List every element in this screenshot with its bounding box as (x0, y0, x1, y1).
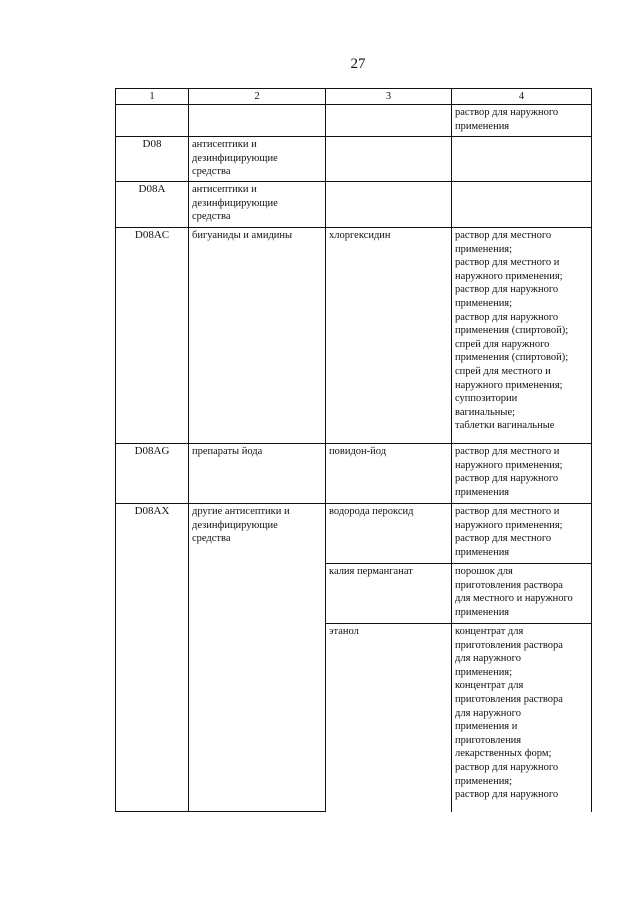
forms-line: для наружного (455, 653, 521, 665)
table-row (116, 444, 592, 504)
forms-line: применения; (455, 297, 513, 309)
header-col-1: 1 (116, 89, 189, 105)
table-row (116, 228, 592, 444)
header-col-3: 3 (326, 89, 452, 105)
forms-cell (452, 504, 592, 564)
substance-line: водорода пероксид (329, 506, 414, 517)
forms-line: раствор для местного (455, 230, 552, 241)
forms-line: приготовления раствора (455, 579, 563, 591)
substance-line: хлоргексидин (329, 230, 391, 241)
group-cell (189, 105, 326, 137)
table-row (116, 504, 592, 564)
forms-line: концентрат для (455, 626, 524, 637)
forms-line: раствор для местного и (455, 257, 560, 269)
forms-line: раствор для наружного (455, 473, 559, 485)
forms-line: наружного применения; (455, 270, 563, 282)
atc-code-cell: D08AG (116, 444, 189, 504)
substance-line: калия перманганат (329, 566, 413, 577)
forms-line: применения; (455, 243, 513, 255)
header-col-4: 4 (452, 89, 592, 105)
substance-cell (326, 624, 452, 812)
forms-line: спрей для местного и (455, 365, 551, 377)
table-row (116, 137, 592, 182)
forms-line: раствор для наружного (455, 284, 559, 296)
substance-cell (326, 444, 452, 504)
forms-line: приготовления раствора (455, 693, 563, 705)
forms-cell (452, 228, 592, 444)
forms-line: для наружного (455, 707, 521, 719)
forms-cell (452, 105, 592, 137)
forms-cell (452, 182, 592, 228)
group-cell (189, 444, 326, 504)
atc-code-cell (116, 105, 189, 137)
atc-code-cell: D08AC (116, 228, 189, 444)
forms-cell (452, 444, 592, 504)
forms-line: таблетки вагинальные (455, 420, 555, 432)
forms-line: применения (спиртовой); (455, 325, 569, 337)
forms-line: приготовления раствора (455, 639, 563, 651)
forms-line: для местного и наружного (455, 593, 573, 605)
group-cell (189, 228, 326, 444)
forms-cell (452, 137, 592, 182)
forms-line: применения (спиртовой); (455, 352, 569, 364)
forms-line: применения (455, 486, 510, 498)
group-cell (189, 504, 326, 812)
substance-cell (326, 564, 452, 624)
group-line: другие антисептики и (192, 506, 290, 517)
drug-table (115, 88, 592, 812)
group-line: средства (192, 211, 231, 223)
forms-line: раствор для наружного (455, 789, 559, 801)
group-line: дезинфицирующие (192, 519, 278, 531)
forms-line: применения (455, 120, 510, 132)
forms-cell (452, 624, 592, 812)
substance-cell (326, 182, 452, 228)
forms-line: применения и (455, 721, 518, 733)
header-row (116, 89, 592, 105)
forms-cell (452, 564, 592, 624)
forms-line: порошок для (455, 566, 513, 577)
group-line: дезинфицирующие (192, 197, 278, 209)
forms-line: наружного применения; (455, 459, 563, 471)
header-col-2: 2 (189, 89, 326, 105)
forms-line: применения; (455, 775, 513, 787)
substance-line: этанол (329, 626, 359, 637)
page-number: 27 (350, 56, 366, 72)
forms-line: вагинальные; (455, 406, 516, 418)
group-line: антисептики и (192, 184, 257, 195)
group-line: антисептики и (192, 139, 257, 150)
table-row (116, 105, 592, 137)
forms-line: применения (455, 606, 510, 618)
group-line: бигуаниды и амидины (192, 230, 293, 241)
forms-line: раствор для местного и (455, 506, 560, 517)
atc-code-cell: D08A (116, 182, 189, 228)
forms-line: наружного применения; (455, 519, 563, 531)
forms-line: раствор для наружного (455, 311, 559, 323)
substance-cell (326, 137, 452, 182)
substance-line: повидон-йод (329, 446, 387, 457)
group-cell (189, 182, 326, 228)
forms-line: раствор для наружного (455, 107, 559, 118)
group-line: дезинфицирующие (192, 152, 278, 164)
forms-line: спрей для наружного (455, 338, 550, 350)
group-line: средства (192, 533, 231, 545)
substance-cell (326, 228, 452, 444)
forms-line: раствор для наружного (455, 761, 559, 773)
forms-line: концентрат для (455, 680, 524, 692)
forms-line: наружного применения; (455, 379, 563, 391)
group-line: средства (192, 166, 231, 178)
atc-code-cell: D08 (116, 137, 189, 182)
group-line: препараты йода (192, 446, 263, 457)
forms-line: приготовления (455, 734, 522, 746)
substance-cell (326, 105, 452, 137)
forms-line: раствор для местного (455, 533, 552, 545)
forms-line: лекарственных форм; (455, 748, 552, 760)
group-cell (189, 137, 326, 182)
forms-line: применения; (455, 666, 513, 678)
forms-line: раствор для местного и (455, 446, 560, 457)
substance-cell (326, 504, 452, 564)
forms-line: применения (455, 546, 510, 558)
forms-line: суппозитории (455, 393, 518, 405)
table-row (116, 182, 592, 228)
atc-code-cell: D08AX (116, 504, 189, 812)
